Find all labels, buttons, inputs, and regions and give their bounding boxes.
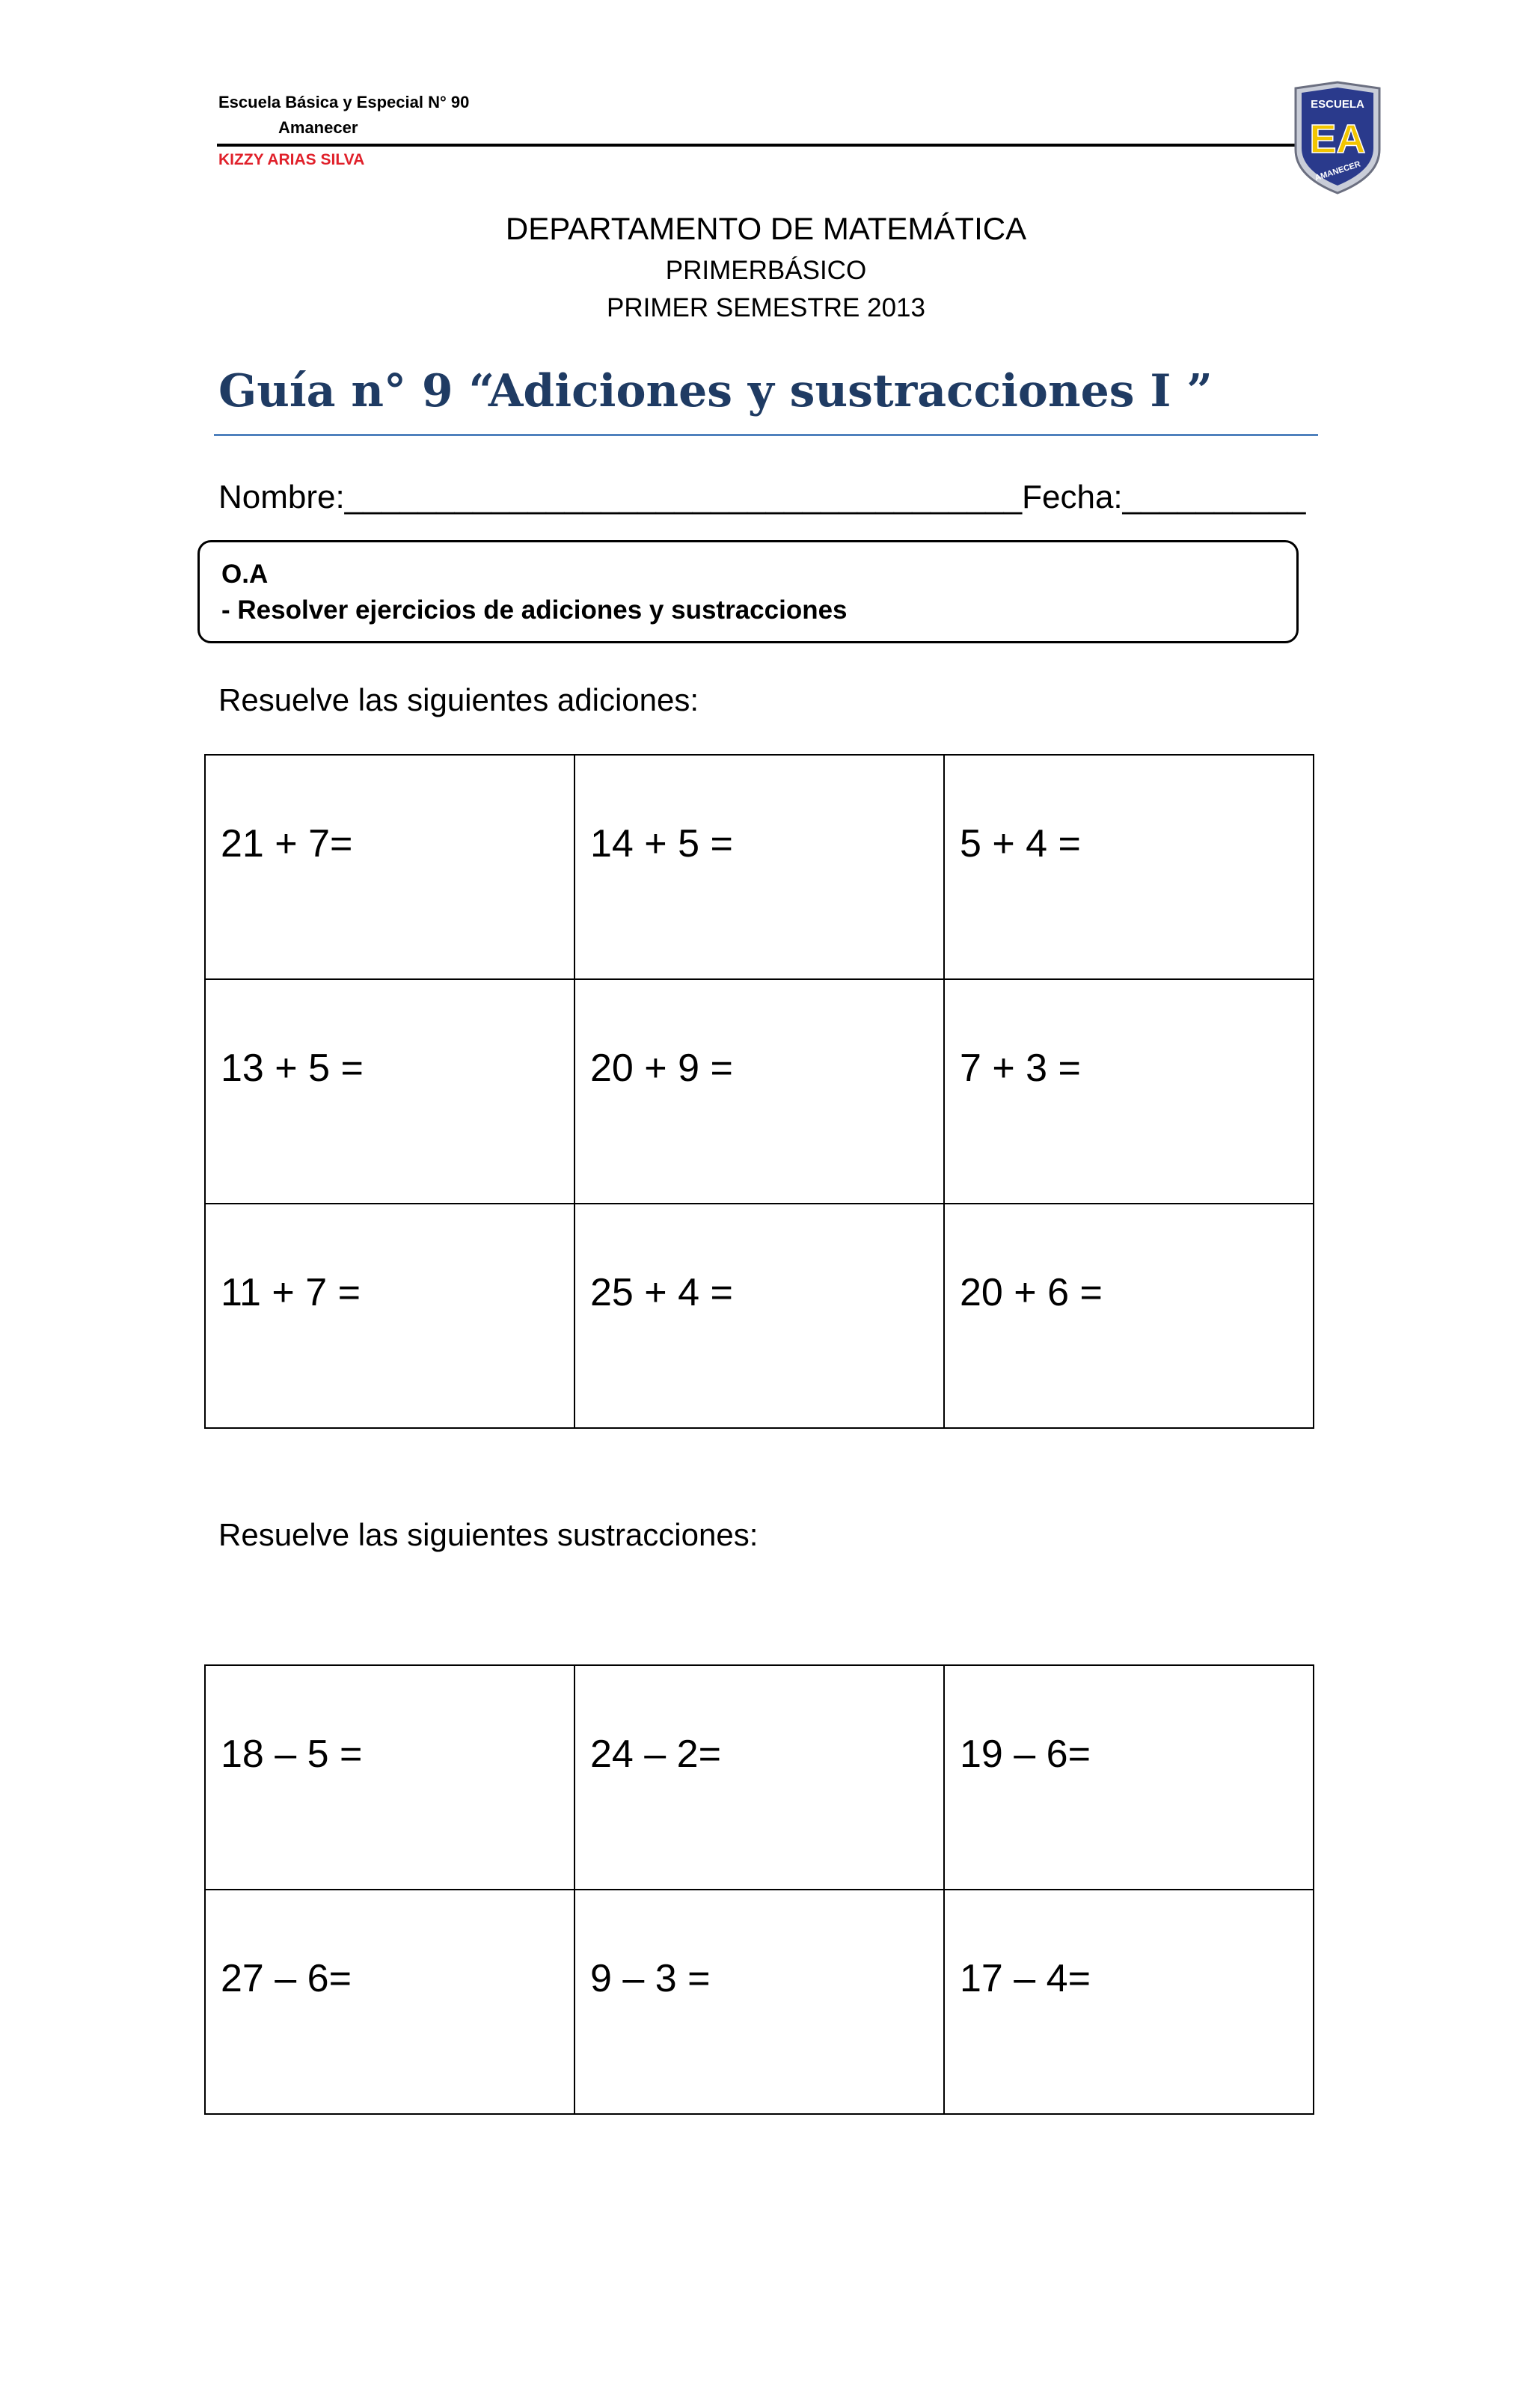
exercise-cell — [574, 1890, 944, 2114]
exercise-cell — [205, 1665, 574, 1890]
exercise-cell — [944, 979, 1314, 1204]
school-name: Escuela Básica y Especial N° 90 — [218, 93, 470, 111]
exercise-text: 18 – 5 = — [221, 1733, 363, 1776]
exercise-cell — [944, 755, 1314, 979]
subtractions-instruction: Resuelve las siguientes sustracciones: — [218, 1517, 759, 1552]
header-divider — [217, 144, 1299, 147]
exercise-text: 27 – 6= — [221, 1957, 352, 2000]
exercise-text: 17 – 4= — [960, 1957, 1091, 2000]
exercise-cell — [574, 979, 944, 1204]
school-term: PRIMER SEMESTRE 2013 — [607, 293, 925, 322]
objective-box — [197, 540, 1299, 643]
school-subtitle: Amanecer — [278, 118, 358, 137]
exercise-text: 7 + 3 = — [960, 1047, 1081, 1090]
logo-text-top: ESCUELA — [1311, 98, 1364, 111]
exercise-cell — [944, 1665, 1314, 1890]
worksheet-title: Guía n° 9 “Adiciones y sustracciones I ” — [218, 365, 1213, 417]
exercise-text: 19 – 6= — [960, 1733, 1091, 1776]
table-row — [205, 1204, 1314, 1428]
exercise-text: 25 + 4 = — [590, 1271, 733, 1314]
exercise-text: 20 + 9 = — [590, 1047, 733, 1090]
exercise-cell — [205, 1204, 574, 1428]
exercise-text: 5 + 4 = — [960, 822, 1081, 866]
exercise-text: 9 – 3 = — [590, 1957, 711, 2000]
exercise-text: 14 + 5 = — [590, 822, 733, 866]
name-date-line: Nombre:_____________________________________Fecha:__________ — [218, 479, 1306, 515]
exercise-cell — [205, 755, 574, 979]
title-underline — [214, 434, 1318, 436]
logo-text-bottom: AMANECER — [1314, 159, 1362, 183]
exercise-cell — [205, 1890, 574, 2114]
department-name: DEPARTAMENTO DE MATEMÁTICA — [505, 211, 1027, 246]
table-row — [205, 755, 1314, 979]
teacher-name: KIZZY ARIAS SILVA — [218, 151, 365, 168]
exercise-cell — [574, 755, 944, 979]
additions-table — [204, 754, 1314, 1429]
exercise-cell — [574, 1204, 944, 1428]
logo-initials: EA — [1309, 117, 1366, 162]
table-row — [205, 1890, 1314, 2114]
objective-label: O.A — [221, 560, 269, 589]
table-row — [205, 1665, 1314, 1890]
exercise-text: 11 + 7 = — [221, 1271, 361, 1314]
exercise-cell — [944, 1890, 1314, 2114]
exercise-cell — [205, 979, 574, 1204]
exercise-cell — [574, 1665, 944, 1890]
subtractions-table — [204, 1664, 1314, 2115]
additions-instruction: Resuelve las siguientes adiciones: — [218, 682, 699, 717]
exercise-text: 21 + 7= — [221, 822, 353, 866]
exercise-text: 24 – 2= — [590, 1733, 721, 1776]
grade-level: PRIMERBÁSICO — [665, 256, 867, 285]
exercise-text: 13 + 5 = — [221, 1047, 364, 1090]
exercise-cell — [944, 1204, 1314, 1428]
school-logo — [1291, 81, 1384, 194]
table-row — [205, 979, 1314, 1204]
objective-text: - Resolver ejercicios de adiciones y sustracciones — [221, 595, 848, 625]
exercise-text: 20 + 6 = — [960, 1271, 1103, 1314]
